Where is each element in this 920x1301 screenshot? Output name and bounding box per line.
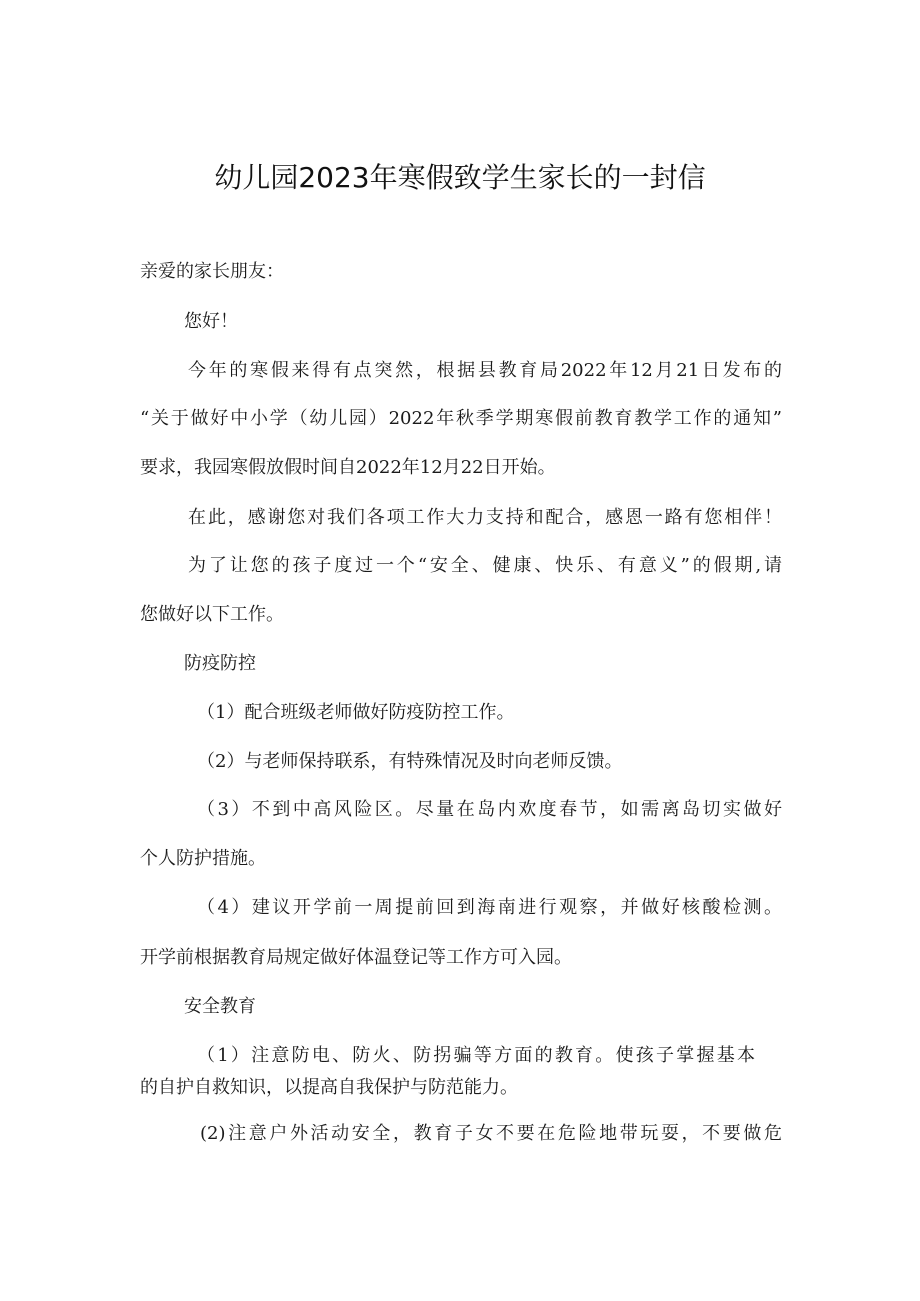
epidemic-item-2: （2）与老师保持联系，有特殊情况及时向老师反馈。	[197, 751, 623, 772]
greeting: 您好！	[184, 311, 238, 332]
intro-paragraph-line-1: 今年的寒假来得有点突然，根据县教育局2022年12月21日发布的	[188, 360, 782, 381]
request-paragraph-line-1: 为了让您的孩子度过一个“安全、健康、快乐、有意义”的假期,请	[188, 555, 782, 576]
epidemic-item-4-line-1: （4）建议开学前一周提前回到海南进行观察，并做好核酸检测。	[197, 897, 782, 918]
request-paragraph-line-2: 您做好以下工作。	[140, 604, 284, 625]
intro-paragraph-line-3: 要求，我园寒假放假时间自2022年12月22日开始。	[140, 457, 556, 478]
section-heading-epidemic: 防疫防控	[184, 653, 256, 674]
salutation: 亲爱的家长朋友：	[140, 261, 284, 282]
intro-paragraph-line-2: “关于做好中小学（幼儿园）2022年秋季学期寒假前教育教学工作的通知”	[140, 408, 782, 429]
epidemic-item-3-line-1: （3）不到中高风险区。尽量在岛内欢度春节，如需离岛切实做好	[197, 799, 782, 820]
thanks-paragraph: 在此，感谢您对我们各项工作大力支持和配合，感恩一路有您相伴！	[188, 507, 782, 528]
safety-item-1-line-1: （1）注意防电、防火、防拐骗等方面的教育。使孩子掌握基本	[197, 1045, 755, 1066]
safety-item-2-line-1: (2)注意户外活动安全，教育子女不要在危险地带玩耍，不要做危	[200, 1123, 782, 1144]
document-title: 幼儿园2023年寒假致学生家长的一封信	[214, 161, 706, 194]
safety-item-1-line-2: 的自护自救知识，以提高自我保护与防范能力。	[140, 1077, 518, 1098]
epidemic-item-4-line-2: 开学前根据教育局规定做好体温登记等工作方可入园。	[140, 947, 572, 968]
epidemic-item-3-line-2: 个人防护措施。	[140, 848, 266, 869]
epidemic-item-1: （1）配合班级老师做好防疫防控工作。	[197, 702, 515, 723]
section-heading-safety: 安全教育	[184, 996, 256, 1017]
